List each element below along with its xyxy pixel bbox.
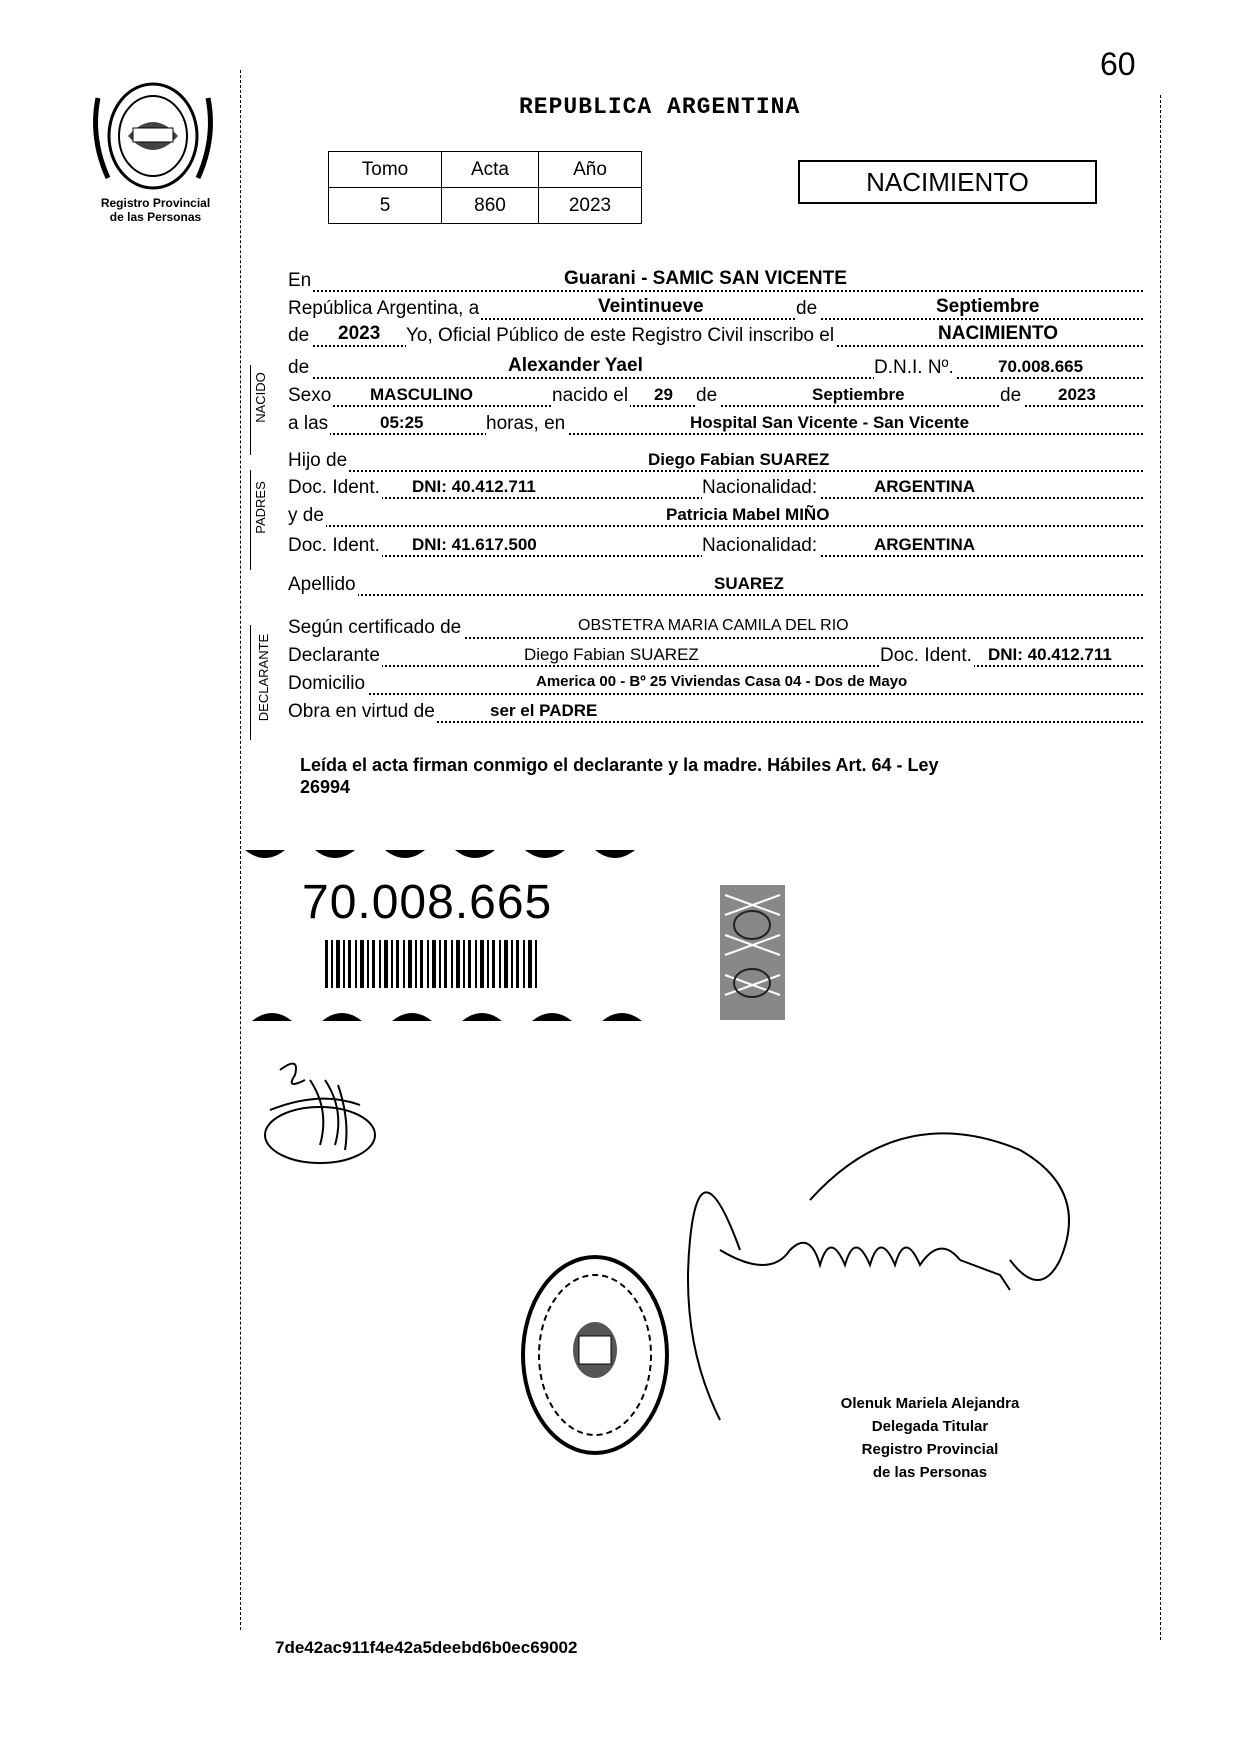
dotted-line: [288, 594, 1143, 596]
official-seal: [515, 1250, 675, 1460]
row-declarante: [288, 643, 1143, 669]
label-father-nat: Nacionalidad:: [702, 477, 818, 498]
value-acta: 860: [442, 188, 539, 224]
closing-statement: [300, 754, 939, 798]
declarante-section-bar: [250, 625, 251, 740]
value-declarante-doc: DNI: 40.412.711: [988, 645, 1112, 664]
row-fecha: [288, 296, 1143, 322]
sticker-bottom-pattern: [232, 1005, 672, 1023]
value-father-nat: ARGENTINA: [874, 477, 976, 496]
label-nacido: nacido el: [552, 385, 629, 406]
value-mother-doc: DNI: 41.617.500: [412, 535, 537, 554]
value-sexo: MASCULINO: [370, 385, 473, 404]
label-mother-doc: Doc. Ident.: [288, 535, 380, 556]
dotted-line: [288, 433, 1143, 435]
value-birth-day: 29: [654, 385, 673, 404]
value-birth-month: Septiembre: [812, 385, 905, 404]
official-block: [810, 1392, 1050, 1484]
label-dni: D.N.I. Nº.: [874, 357, 954, 378]
barcode: [325, 940, 545, 988]
header-acta: Acta: [442, 152, 539, 188]
label-certificado: Según certificado de: [288, 617, 462, 638]
value-birth-place: Hospital San Vicente - San Vicente: [690, 413, 970, 432]
declarant-signature: [250, 1050, 390, 1170]
header-ano: Año: [539, 152, 642, 188]
province-seal-logo: [88, 78, 218, 193]
label-republica: República Argentina, a: [288, 298, 480, 319]
document-hash: 7de42ac911f4e42a5deebd6b0ec69002: [275, 1638, 578, 1657]
label-horas-en: horas, en: [486, 413, 566, 434]
value-hora: 05:25: [380, 413, 424, 432]
section-label-declarante: DECLARANTE: [256, 633, 272, 722]
row-inscribo: [288, 323, 1143, 349]
label-de: de: [796, 298, 818, 319]
value-domicilio: America 00 - Bº 25 Viviendas Casa 04 - Dos de Mayo: [536, 673, 908, 690]
row-obra: [288, 699, 1143, 725]
header-tomo: Tomo: [329, 152, 442, 188]
row-hora: [288, 411, 1143, 437]
row-certificado: [288, 615, 1143, 641]
value-mother-nat: ARGENTINA: [874, 535, 976, 554]
sticker-number: 70.008.665: [302, 876, 553, 929]
value-obra: ser el PADRE: [490, 701, 598, 720]
label-oficial: Yo, Oficial Público de este Registro Civil inscribo el: [406, 325, 835, 346]
value-ano: 2023: [539, 188, 642, 224]
value-inscribo: NACIMIENTO: [938, 323, 1058, 344]
value-certificado: OBSTETRA MARIA CAMILA DEL RIO: [578, 617, 849, 634]
closing-line-2: 26994: [300, 777, 351, 797]
row-mother: [288, 503, 1143, 529]
section-label-padres: PADRES: [252, 481, 268, 534]
registry-table: [328, 151, 642, 224]
value-month: Septiembre: [936, 296, 1040, 317]
value-child-name: Alexander Yael: [508, 355, 643, 376]
label-birth-de2: de: [1000, 385, 1022, 406]
security-hologram: [720, 885, 785, 1020]
label-hora-prefix: a las: [288, 413, 329, 434]
label-year-prefix: de: [288, 325, 310, 346]
row-sexo: [288, 383, 1143, 409]
closing-line-1: Leída el acta firman conmigo el declarante y la madre. Hábiles Art. 64 - Ley: [300, 755, 939, 775]
row-domicilio: [288, 671, 1143, 697]
label-yde: y de: [288, 505, 324, 526]
row-hijo: [288, 448, 1143, 474]
value-tomo: 5: [329, 188, 442, 224]
value-year: 2023: [338, 323, 381, 344]
label-domicilio: Domicilio: [288, 673, 366, 694]
value-place-registry: Guarani - SAMIC SAN VICENTE: [564, 268, 847, 289]
label-en: En: [288, 270, 312, 291]
dotted-line: [288, 377, 1143, 379]
nacido-section-bar: [250, 365, 251, 455]
row-nombre: [288, 355, 1143, 381]
official-role: Delegada Titular: [871, 1418, 989, 1435]
row-apellido: [288, 572, 1143, 598]
dotted-line: [288, 290, 1143, 292]
official-org2: de las Personas: [872, 1464, 988, 1481]
row-father-doc: [288, 475, 1143, 501]
dotted-line: [288, 693, 1143, 695]
dotted-line: [288, 665, 1143, 667]
official-org1: Registro Provincial: [861, 1441, 999, 1458]
label-apellido: Apellido: [288, 574, 356, 595]
value-day: Veintinueve: [598, 296, 704, 317]
dotted-line: [288, 470, 1143, 472]
label-sexo: Sexo: [288, 385, 332, 406]
row-en: [288, 268, 1143, 294]
value-father-name: Diego Fabian SUAREZ: [648, 450, 830, 469]
value-declarante: Diego Fabian SUAREZ: [524, 645, 699, 664]
logo-caption-line1: Registro Provincial: [100, 196, 211, 210]
dotted-line: [288, 525, 1143, 527]
document-title: REPUBLICA ARGENTINA: [519, 94, 801, 120]
sticker-top-pattern: [225, 848, 665, 866]
label-mother-nat: Nacionalidad:: [702, 535, 818, 556]
act-type-box: NACIMIENTO: [798, 160, 1097, 204]
value-birth-year: 2023: [1058, 385, 1096, 404]
logo-caption-line2: de las Personas: [109, 210, 202, 224]
label-obra: Obra en virtud de: [288, 701, 435, 722]
value-apellido: SUAREZ: [714, 574, 784, 593]
label-birth-de1: de: [696, 385, 718, 406]
official-name: Olenuk Mariela Alejandra: [840, 1395, 1020, 1412]
row-mother-doc: [288, 533, 1143, 559]
right-margin-line: [1160, 95, 1161, 1640]
label-declarante-doc: Doc. Ident.: [880, 645, 972, 666]
page-number: 60: [1100, 46, 1136, 82]
label-declarante: Declarante: [288, 645, 380, 666]
label-name-de: de: [288, 357, 310, 378]
value-mother-name: Patricia Mabel MIÑO: [666, 505, 830, 524]
label-hijo: Hijo de: [288, 450, 348, 471]
value-father-doc: DNI: 40.412.711: [412, 477, 536, 496]
label-father-doc: Doc. Ident.: [288, 477, 380, 498]
logo-caption: [78, 196, 233, 224]
section-label-nacido: NACIDO: [252, 372, 268, 423]
padres-section-bar: [250, 470, 251, 570]
value-dni: 70.008.665: [998, 357, 1084, 376]
